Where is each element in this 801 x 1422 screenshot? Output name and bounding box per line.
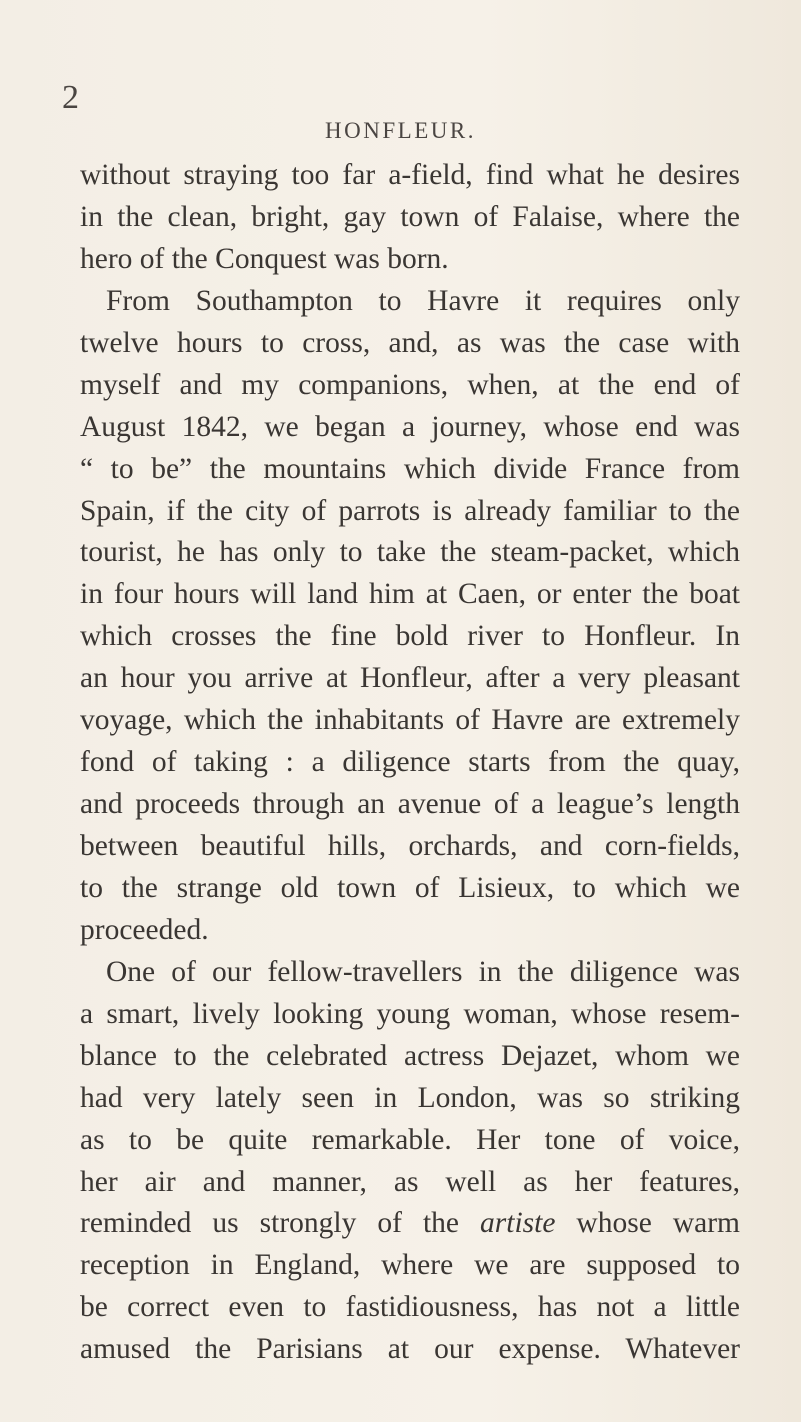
text-line: in the clean, bright, gay town of Falaise, where the [80, 200, 740, 233]
italic-word: artiste [480, 1207, 556, 1240]
text-line: One of our fellow-travellers in the diligence was [106, 955, 740, 988]
text-line: tourist, he has only to take the steam-packet, which [80, 536, 740, 569]
text-line: her air and manner, as well as her features, [80, 1165, 740, 1198]
text-line: to the strange old town of Lisieux, to which we [80, 871, 740, 904]
text-line: blance to the celebrated actress Dejazet, whom we [80, 1039, 740, 1072]
text-line: voyage, which the inhabitants of Havre are extremely [80, 704, 740, 737]
running-head: HONFLEUR. [325, 118, 476, 143]
text-line: which crosses the fine bold river to Honfleur. In [80, 620, 740, 653]
text-line: August 1842, we began a journey, whose end was [80, 410, 740, 443]
text-line: had very lately seen in London, was so striking [80, 1081, 740, 1114]
text-line: hero of the Conquest was born. [80, 242, 449, 275]
text-line: myself and my companions, when, at the end of [80, 368, 740, 401]
text-line: a smart, lively looking young woman, whose resem- [80, 997, 740, 1030]
text-line [80, 1203, 740, 1245]
text-line: an hour you arrive at Honfleur, after a very pleasant [80, 662, 740, 695]
text-line: as to be quite remarkable. Her tone of voice, [80, 1123, 740, 1156]
text-line: proceeded. [80, 913, 209, 946]
body-text [80, 155, 740, 1371]
page-number: 2 [62, 79, 79, 116]
text-line: Spain, if the city of parrots is already familiar to the [80, 494, 740, 527]
text-line: and proceeds through an avenue of a league’s length [80, 788, 740, 821]
text-line: fond of taking : a diligence starts from the quay, [80, 746, 740, 779]
text-line: From Southampton to Havre it requires only [106, 284, 740, 317]
text-line: amused the Parisians at our expense. Whatever [80, 1333, 740, 1366]
text-line: “ to be” the mountains which divide France from [80, 452, 740, 485]
text-run: whose warm [555, 1207, 740, 1240]
text-line: twelve hours to cross, and, as was the case with [80, 326, 740, 359]
text-run: reminded us strongly of the [80, 1207, 481, 1240]
text-line: in four hours will land him at Caen, or enter the boat [80, 578, 740, 611]
text-line: without straying too far a-field, find what he desires [80, 159, 740, 191]
text-line: reception in England, where we are supposed to [80, 1249, 740, 1282]
text-line: between beautiful hills, orchards, and corn-fields, [80, 830, 740, 862]
text-line: be correct even to fastidiousness, has not a little [80, 1291, 740, 1324]
